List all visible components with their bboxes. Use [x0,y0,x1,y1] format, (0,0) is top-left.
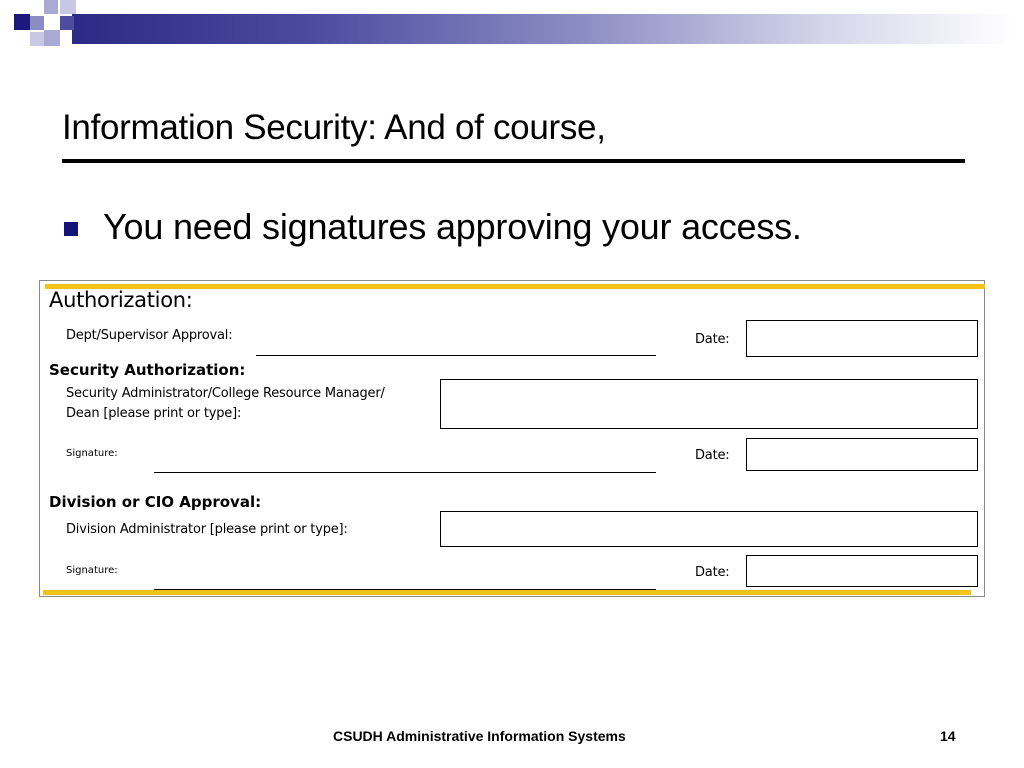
dept-approval-label: Dept/Supervisor Approval: [66,328,233,343]
form-heading: Authorization: [49,288,193,312]
date-label: Date: [695,565,730,580]
date-field[interactable] [746,555,978,587]
date-field[interactable] [746,438,978,471]
signature-label: Signature: [66,565,118,576]
date-field[interactable] [746,320,978,357]
bullet-square-icon [64,222,78,236]
decor-square [14,14,30,30]
date-label: Date: [695,332,730,347]
decor-square [44,14,60,30]
decor-square [30,16,44,30]
decor-square [60,16,74,30]
decor-square [60,0,76,14]
slide-title: Information Security: And of course, [62,108,606,147]
form-bottom-rule [43,590,971,595]
decor-square [44,30,60,46]
dept-approval-line [256,355,656,356]
division-admin-field[interactable] [440,511,978,547]
date-label: Date: [695,448,730,463]
division-approval-heading: Division or CIO Approval: [49,493,262,511]
signature-line [154,472,656,473]
security-admin-label-2: Dean [please print or type]: [66,406,242,421]
header-gradient-bar [72,14,1012,44]
decor-square [44,0,58,14]
page-number: 14 [940,728,956,744]
bullet-text: You need signatures approving your access. [103,206,802,247]
signature-label: Signature: [66,448,118,459]
decor-square [30,32,44,46]
authorization-form [39,280,985,597]
security-admin-label: Security Administrator/College Resource Manager/ [66,386,385,401]
footer-text: CSUDH Administrative Information Systems [333,728,626,744]
division-admin-label: Division Administrator [please print or type]: [66,522,348,537]
title-underline [62,159,965,163]
security-authorization-heading: Security Authorization: [49,361,246,379]
security-admin-field[interactable] [440,379,978,429]
